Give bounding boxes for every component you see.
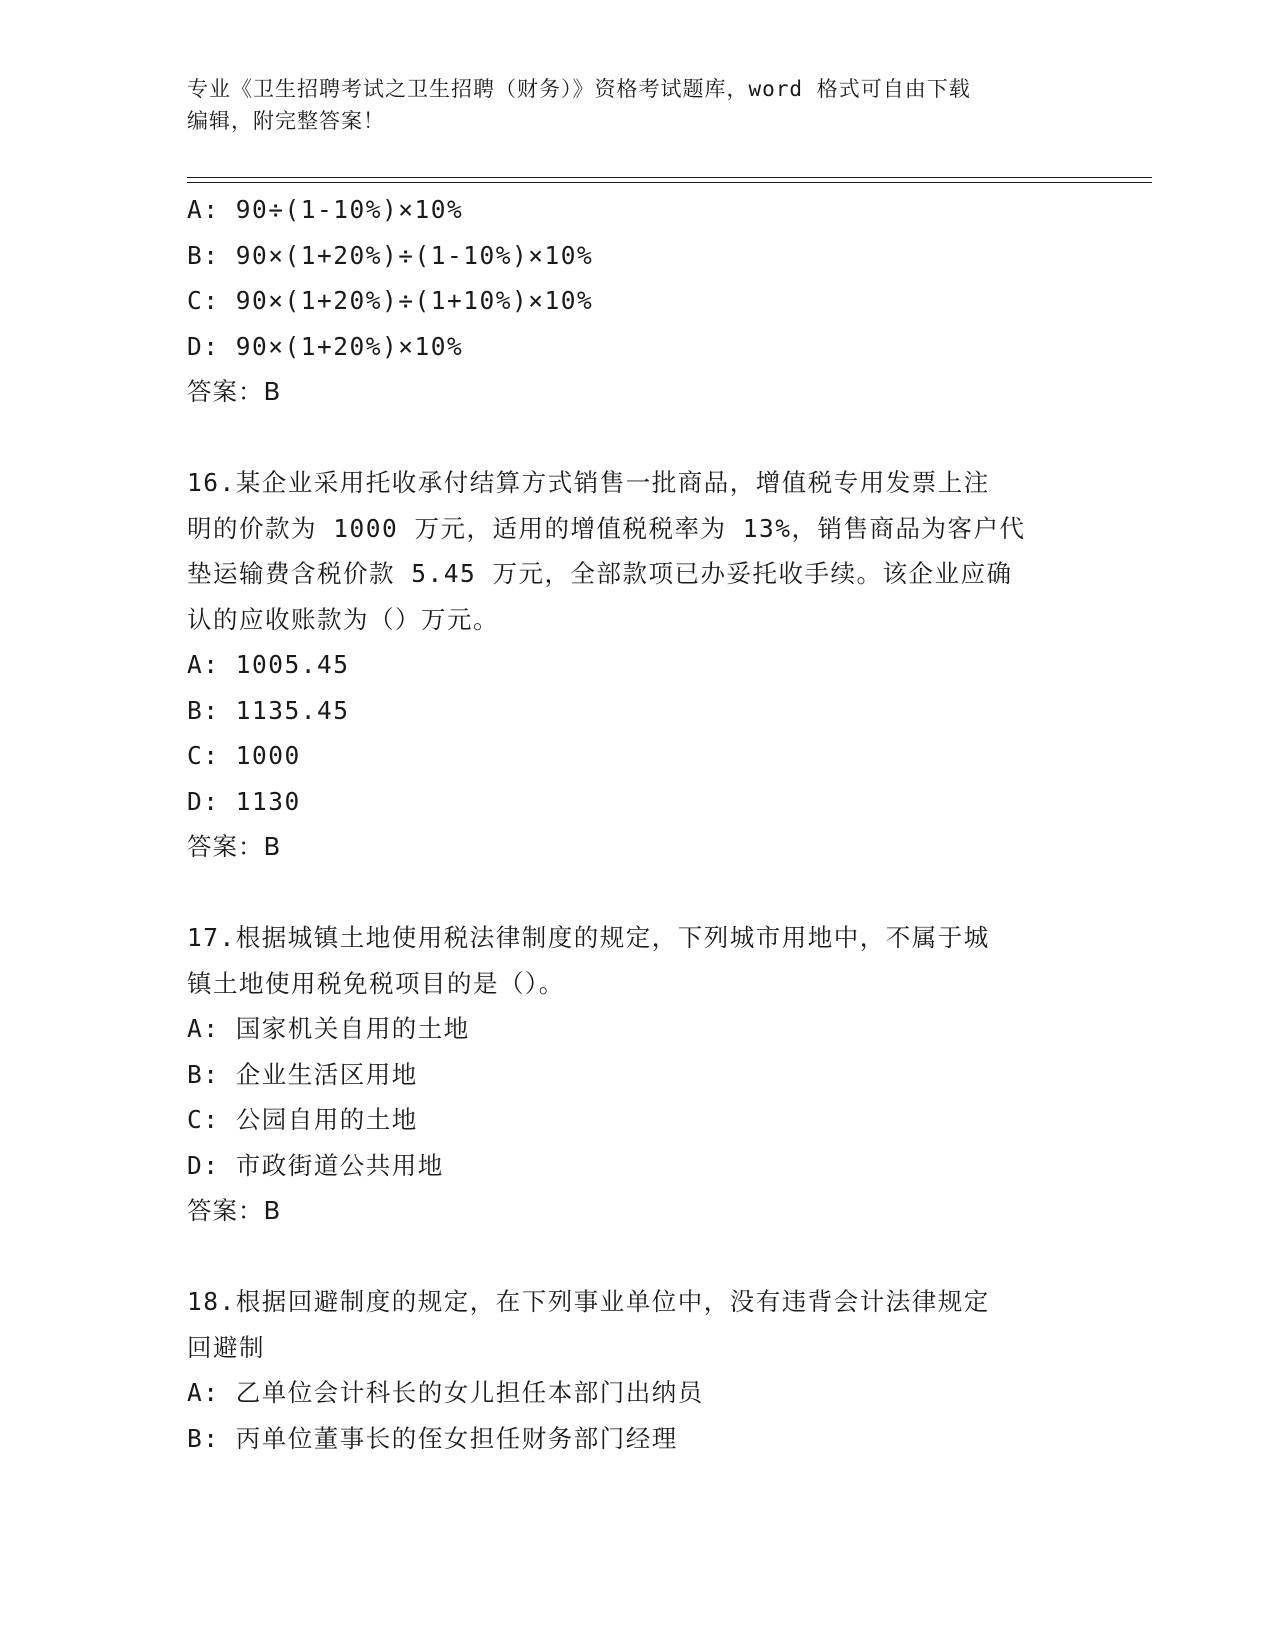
question-stem-line: 明的价款为 1000 万元，适用的增值税税率为 13%，销售商品为客户代 (187, 513, 1026, 543)
question-stem-line: 17.根据城镇土地使用税法律制度的规定，下列城市用地中，不属于城 (187, 923, 990, 952)
option-a: A: 国家机关自用的土地 (187, 1014, 470, 1043)
option-a: A: 90÷(1-10%)×10% (187, 195, 464, 224)
option-a: A: 1005.45 (187, 650, 350, 679)
header-title-line-2: 编辑，附完整答案！ (187, 109, 385, 133)
answer: 答案：B (187, 377, 282, 406)
option-b: B: 1135.45 (187, 695, 350, 725)
question-stem-line: 18.根据回避制度的规定，在下列事业单位中，没有违背会计法律规定 (187, 1287, 990, 1316)
question-spacer (187, 870, 1087, 916)
answer: 答案：B (187, 832, 282, 861)
option-b: B: 企业生活区用地 (187, 1059, 418, 1089)
question-spacer (187, 415, 1087, 461)
question-list (187, 187, 1087, 1461)
option-b: B: 丙单位董事长的侄女担任财务部门经理 (187, 1423, 678, 1453)
question-stem-line: 认的应收账款为（）万元。 (187, 604, 499, 634)
option-a: A: 乙单位会计科长的女儿担任本部门出纳员 (187, 1378, 704, 1407)
question-15 (187, 187, 1087, 415)
option-d: D: 市政街道公共用地 (187, 1150, 444, 1180)
header-title-line-1: 专业《卫生招聘考试之卫生招聘（财务）》资格考试题库，word 格式可自由下载 (187, 77, 971, 101)
option-c: C: 1000 (187, 741, 301, 770)
question-stem-line: 回避制 (187, 1332, 265, 1362)
answer: 答案：B (187, 1196, 282, 1225)
question-17 (187, 915, 1087, 1234)
question-18 (187, 1279, 1087, 1461)
question-16 (187, 460, 1087, 870)
question-spacer (187, 1234, 1087, 1280)
question-stem-line: 垫运输费含税价款 5.45 万元，全部款项已办妥托收手续。该企业应确 (187, 559, 1013, 588)
header-divider-top (187, 177, 1152, 178)
document-header (187, 73, 1087, 137)
option-d: D: 90×(1+20%)×10% (187, 331, 464, 361)
question-stem-line: 16.某企业采用托收承付结算方式销售一批商品，增值税专用发票上注 (187, 468, 990, 497)
option-c: C: 90×(1+20%)÷(1+10%)×10% (187, 286, 594, 315)
option-b: B: 90×(1+20%)÷(1-10%)×10% (187, 240, 594, 270)
option-d: D: 1130 (187, 786, 301, 816)
question-stem-line: 镇土地使用税免税项目的是（）。 (187, 968, 565, 998)
header-divider-bottom (187, 182, 1152, 183)
option-c: C: 公园自用的土地 (187, 1105, 418, 1134)
